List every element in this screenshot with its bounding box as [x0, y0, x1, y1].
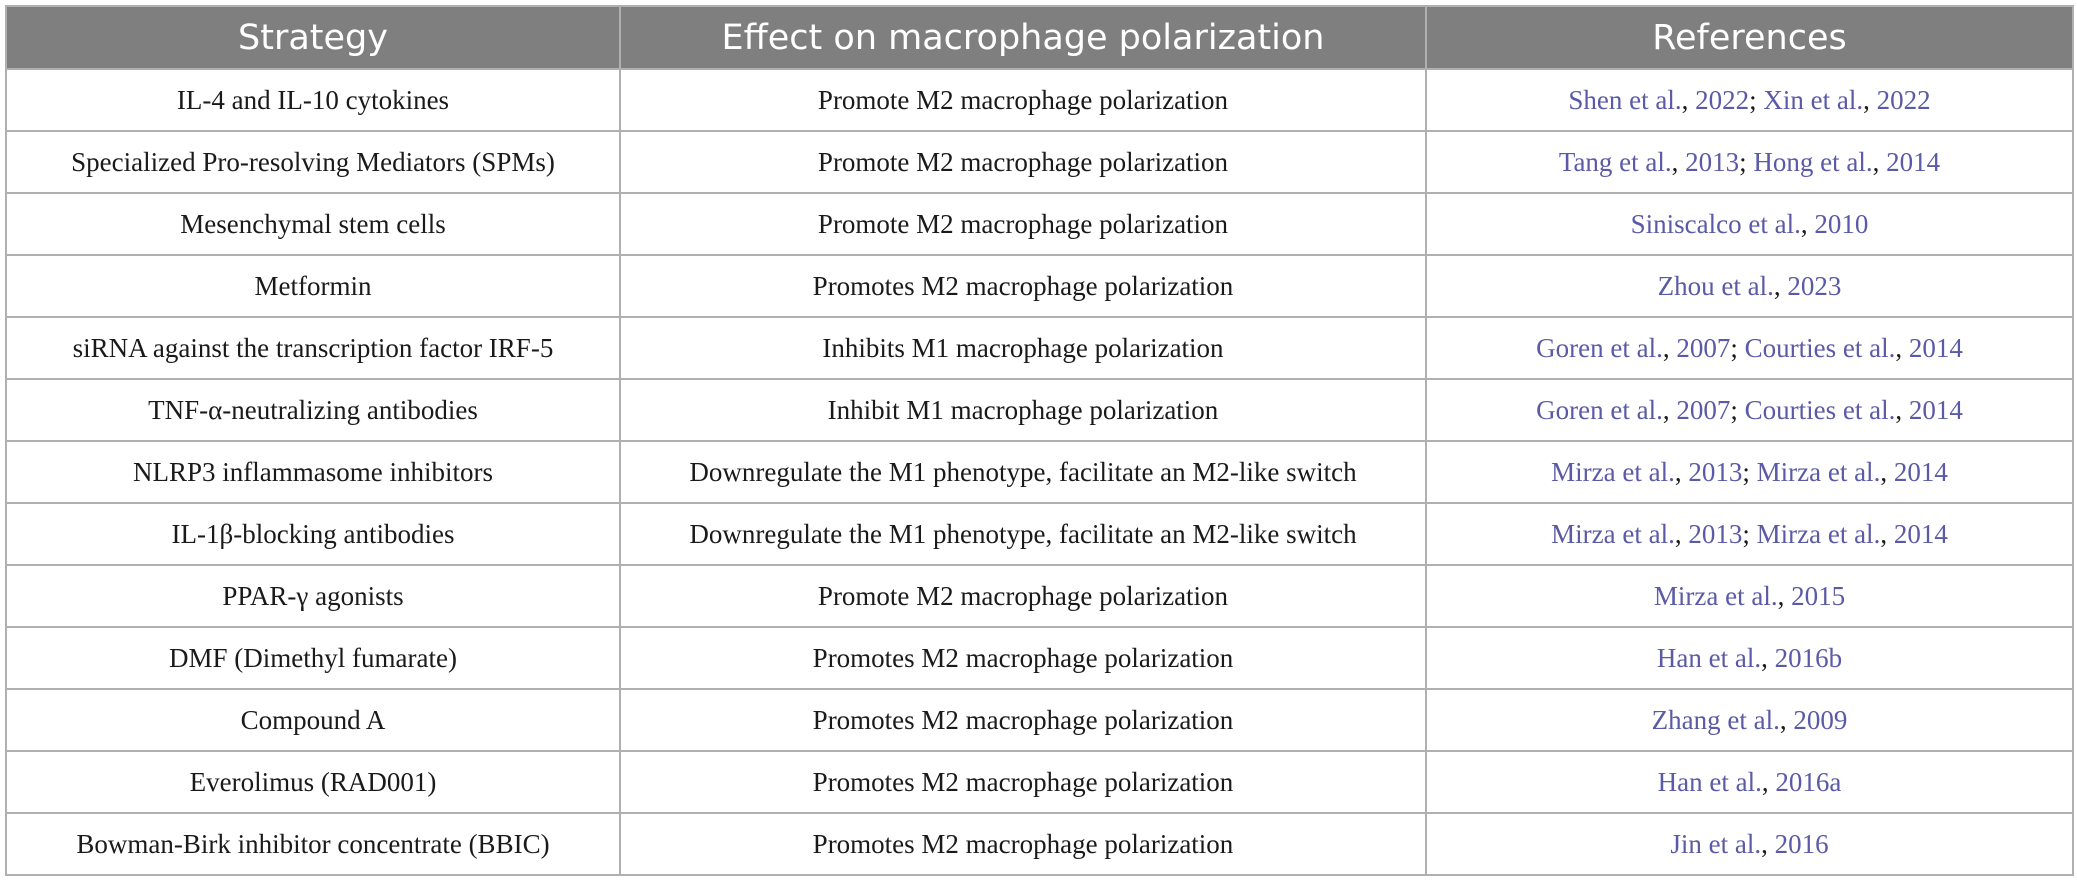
- table-row: [6, 379, 2073, 441]
- strategy-cell: IL-1β-blocking antibodies: [6, 503, 620, 565]
- reference-year-link[interactable]: 2009: [1793, 704, 1848, 735]
- effect-cell: Promotes M2 macrophage polarization: [620, 627, 1426, 689]
- strategy-cell: IL-4 and IL-10 cytokines: [6, 69, 620, 131]
- reference-separator: ;: [1739, 146, 1754, 177]
- reference-author-link[interactable]: Han et al.: [1656, 642, 1762, 673]
- reference-author-link[interactable]: Zhang et al.: [1651, 704, 1780, 735]
- reference-year-link[interactable]: 2013: [1685, 146, 1740, 177]
- reference-author-link[interactable]: Mirza et al.: [1756, 456, 1881, 487]
- reference-comma: ,: [1863, 84, 1877, 115]
- strategy-cell: DMF (Dimethyl fumarate): [6, 627, 620, 689]
- references-cell: [1426, 751, 2073, 813]
- reference-year-link[interactable]: 2013: [1688, 456, 1743, 487]
- reference-year-link[interactable]: 2022: [1876, 84, 1931, 115]
- reference-separator: ;: [1749, 84, 1764, 115]
- effect-cell: Promote M2 macrophage polarization: [620, 131, 1426, 193]
- reference-comma: ,: [1671, 146, 1686, 177]
- strategy-cell: siRNA against the transcription factor IRF-5: [6, 317, 620, 379]
- table-row: [6, 751, 2073, 813]
- strategy-cell: Everolimus (RAD001): [6, 751, 620, 813]
- reference-year-link[interactable]: 2015: [1791, 580, 1846, 611]
- reference-comma: ,: [1895, 332, 1909, 363]
- reference-comma: ,: [1662, 394, 1677, 425]
- reference-comma: ,: [1674, 456, 1689, 487]
- reference-separator: ;: [1730, 394, 1745, 425]
- reference-separator: ;: [1730, 332, 1745, 363]
- reference-comma: ,: [1895, 394, 1909, 425]
- reference-author-link[interactable]: Tang et al.: [1558, 146, 1672, 177]
- references-cell: [1426, 69, 2073, 131]
- reference-comma: ,: [1880, 518, 1894, 549]
- reference-author-link[interactable]: Shen et al.: [1568, 84, 1682, 115]
- reference-year-link[interactable]: 2023: [1787, 270, 1842, 301]
- reference-comma: ,: [1779, 704, 1794, 735]
- header-effect: Effect on macrophage polarization: [620, 6, 1426, 69]
- reference-separator: ;: [1742, 456, 1757, 487]
- strategy-cell: NLRP3 inflammasome inhibitors: [6, 441, 620, 503]
- reference-author-link[interactable]: Zhou et al.: [1657, 270, 1774, 301]
- table-row: [6, 255, 2073, 317]
- table-row: [6, 131, 2073, 193]
- table-container: [5, 5, 2072, 876]
- references-cell: [1426, 193, 2073, 255]
- strategy-cell: Metformin: [6, 255, 620, 317]
- reference-comma: ,: [1800, 208, 1815, 239]
- reference-comma: ,: [1674, 518, 1689, 549]
- reference-author-link[interactable]: Goren et al.: [1536, 332, 1663, 363]
- reference-comma: ,: [1872, 146, 1887, 177]
- reference-year-link[interactable]: 2014: [1908, 332, 1963, 363]
- reference-year-link[interactable]: 2016b: [1774, 642, 1843, 673]
- table-row: [6, 317, 2073, 379]
- reference-year-link[interactable]: 2013: [1688, 518, 1743, 549]
- reference-comma: ,: [1761, 642, 1775, 673]
- strategy-table: [5, 5, 2074, 876]
- effect-cell: Promote M2 macrophage polarization: [620, 69, 1426, 131]
- reference-comma: ,: [1761, 766, 1776, 797]
- table-row: [6, 627, 2073, 689]
- reference-year-link[interactable]: 2007: [1676, 394, 1731, 425]
- table-row: [6, 441, 2073, 503]
- effect-cell: Promote M2 macrophage polarization: [620, 565, 1426, 627]
- effect-cell: Promotes M2 macrophage polarization: [620, 813, 1426, 875]
- table-row: [6, 503, 2073, 565]
- effect-cell: Promote M2 macrophage polarization: [620, 193, 1426, 255]
- reference-year-link[interactable]: 2014: [1886, 146, 1941, 177]
- effect-cell: Promotes M2 macrophage polarization: [620, 689, 1426, 751]
- strategy-cell: PPAR-γ agonists: [6, 565, 620, 627]
- header-strategy: Strategy: [6, 6, 620, 69]
- reference-author-link[interactable]: Jin et al.: [1670, 828, 1762, 859]
- reference-year-link[interactable]: 2010: [1814, 208, 1869, 239]
- strategy-cell: TNF-α-neutralizing antibodies: [6, 379, 620, 441]
- reference-comma: ,: [1662, 332, 1677, 363]
- reference-comma: ,: [1773, 270, 1788, 301]
- references-cell: [1426, 627, 2073, 689]
- reference-author-link[interactable]: Courties et al.: [1744, 332, 1896, 363]
- reference-year-link[interactable]: 2014: [1893, 518, 1948, 549]
- header-references: References: [1426, 6, 2073, 69]
- reference-author-link[interactable]: Mirza et al.: [1551, 456, 1675, 487]
- reference-comma: ,: [1761, 828, 1775, 859]
- references-cell: [1426, 441, 2073, 503]
- references-cell: [1426, 317, 2073, 379]
- reference-year-link[interactable]: 2007: [1676, 332, 1731, 363]
- reference-separator: ;: [1742, 518, 1757, 549]
- reference-year-link[interactable]: 2016: [1774, 828, 1829, 859]
- reference-year-link[interactable]: 2014: [1893, 456, 1948, 487]
- strategy-cell: Mesenchymal stem cells: [6, 193, 620, 255]
- reference-author-link[interactable]: Courties et al.: [1744, 394, 1896, 425]
- references-cell: [1426, 813, 2073, 875]
- table-row: [6, 69, 2073, 131]
- effect-cell: Downregulate the M1 phenotype, facilitate an M2-like switch: [620, 441, 1426, 503]
- references-cell: [1426, 131, 2073, 193]
- reference-author-link[interactable]: Han et al.: [1657, 766, 1762, 797]
- table-header: [6, 6, 2073, 69]
- reference-comma: ,: [1777, 580, 1792, 611]
- reference-year-link[interactable]: 2022: [1695, 84, 1750, 115]
- reference-author-link[interactable]: Mirza et al.: [1551, 518, 1675, 549]
- table-row: [6, 565, 2073, 627]
- table-row: [6, 193, 2073, 255]
- references-cell: [1426, 379, 2073, 441]
- reference-author-link[interactable]: Mirza et al.: [1653, 580, 1778, 611]
- reference-year-link[interactable]: 2016a: [1775, 766, 1842, 797]
- table-body: [6, 69, 2073, 875]
- references-cell: [1426, 689, 2073, 751]
- header-row: [6, 6, 2073, 69]
- reference-author-link[interactable]: Xin et al.: [1763, 84, 1864, 115]
- table-row: [6, 813, 2073, 875]
- reference-author-link[interactable]: Hong et al.: [1753, 146, 1873, 177]
- effect-cell: Promotes M2 macrophage polarization: [620, 255, 1426, 317]
- references-cell: [1426, 255, 2073, 317]
- reference-author-link[interactable]: Siniscalco et al.: [1630, 208, 1801, 239]
- references-cell: [1426, 565, 2073, 627]
- references-cell: [1426, 503, 2073, 565]
- effect-cell: Downregulate the M1 phenotype, facilitate an M2-like switch: [620, 503, 1426, 565]
- reference-comma: ,: [1681, 84, 1696, 115]
- strategy-cell: Bowman-Birk inhibitor concentrate (BBIC): [6, 813, 620, 875]
- strategy-cell: Specialized Pro-resolving Mediators (SPMs): [6, 131, 620, 193]
- reference-comma: ,: [1880, 456, 1894, 487]
- reference-author-link[interactable]: Goren et al.: [1536, 394, 1663, 425]
- effect-cell: Inhibits M1 macrophage polarization: [620, 317, 1426, 379]
- reference-year-link[interactable]: 2014: [1908, 394, 1963, 425]
- reference-author-link[interactable]: Mirza et al.: [1756, 518, 1881, 549]
- table-row: [6, 689, 2073, 751]
- effect-cell: Promotes M2 macrophage polarization: [620, 751, 1426, 813]
- strategy-cell: Compound A: [6, 689, 620, 751]
- effect-cell: Inhibit M1 macrophage polarization: [620, 379, 1426, 441]
